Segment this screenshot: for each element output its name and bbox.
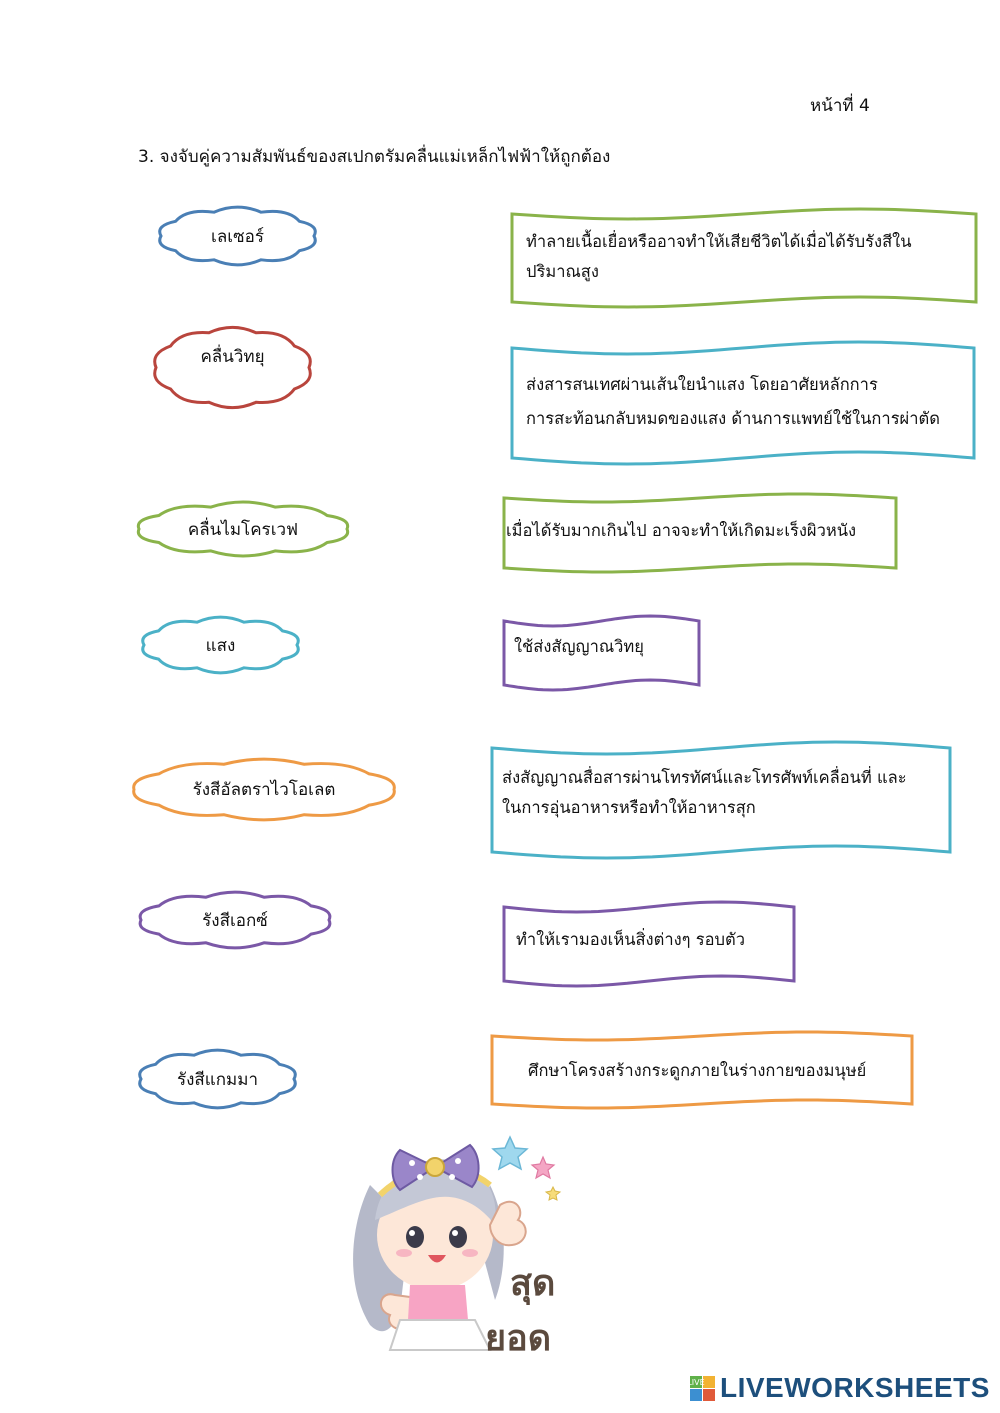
answer-box-2[interactable] bbox=[508, 338, 978, 468]
cloud-label-gamma[interactable]: รังสีแกมมา bbox=[176, 1069, 258, 1090]
cloud-label-microwave[interactable]: คลื่นไมโครเวฟ bbox=[187, 519, 299, 540]
cloud-item-xray[interactable] bbox=[135, 890, 335, 950]
cloud-item-gamma[interactable] bbox=[135, 1048, 300, 1110]
answer-box-2-line-1: ส่งสารสนเทศผ่านเส้นใยนำแสง โดยอาศัยหลักการ bbox=[526, 375, 878, 394]
answer-box-4-line-1: ใช้ส่งสัญญาณวิทยุ bbox=[514, 637, 644, 656]
answer-box-1[interactable] bbox=[508, 205, 980, 311]
cloud-label-ultraviolet[interactable]: รังสีอัลตราไวโอเลต bbox=[192, 780, 336, 800]
answer-box-5-line-2: ในการอุ่นอาหารหรือทำให้อาหารสุก bbox=[502, 798, 756, 817]
answer-box-2-line-2: การสะท้อนกลับหมดของแสง ด้านการแพทย์ใช้ในการผ่าตัด bbox=[526, 409, 940, 428]
cloud-label-laser[interactable]: เลเซอร์ bbox=[211, 226, 264, 247]
question-text: 3. จงจับคู่ความสัมพันธ์ของสเปกตรัมคลื่นแม่เหล็กไฟฟ้าให้ถูกต้อง bbox=[138, 147, 611, 167]
liveworksheets-logo-icon bbox=[687, 1376, 716, 1402]
page-number: หน้าที่ 4 bbox=[810, 96, 870, 116]
answer-box-4[interactable] bbox=[500, 612, 703, 694]
answer-box-1-line-2: ปริมาณสูง bbox=[526, 262, 599, 281]
cartoon-girl-sticker bbox=[340, 1125, 580, 1365]
answer-box-3[interactable] bbox=[500, 490, 900, 576]
sticker-text-2: ยอด bbox=[485, 1318, 552, 1359]
cloud-label-light[interactable]: แสง bbox=[205, 635, 236, 656]
answer-box-5-line-1: ส่งสัญญาณสื่อสารผ่านโทรทัศน์และโทรศัพท์เคลื่อนที่ และ bbox=[502, 768, 907, 787]
logo-letters: LIVE bbox=[687, 1378, 705, 1387]
answer-box-6[interactable] bbox=[500, 898, 798, 990]
answer-box-7[interactable] bbox=[488, 1028, 916, 1112]
answer-box-6-line-1: ทำให้เรามองเห็นสิ่งต่างๆ รอบตัว bbox=[516, 930, 745, 949]
answer-box-1-line-1: ทำลายเนื้อเยื่อหรืออาจทำให้เสียชีวิตได้เมื่อได้รับรังสีใน bbox=[526, 232, 912, 251]
answer-box-5[interactable] bbox=[488, 738, 954, 862]
cloud-item-light[interactable] bbox=[138, 615, 303, 675]
sticker-text-1: สุด bbox=[510, 1263, 556, 1304]
cloud-label-radio[interactable]: คลื่นวิทยุ bbox=[200, 347, 265, 368]
answer-box-3-line-1: เมื่อได้รับมากเกินไป อาจจะทำให้เกิดมะเร็งผิวหนัง bbox=[506, 521, 857, 540]
answer-box-7-line-1: ศึกษาโครงสร้างกระดูกภายในร่างกายของมนุษย์ bbox=[528, 1061, 867, 1080]
cloud-item-laser[interactable] bbox=[155, 205, 320, 267]
cloud-item-ultraviolet[interactable] bbox=[128, 757, 400, 822]
cloud-item-radio[interactable] bbox=[150, 325, 315, 410]
cloud-item-microwave[interactable] bbox=[133, 500, 353, 558]
cloud-label-xray[interactable]: รังสีเอกซ์ bbox=[202, 910, 268, 931]
liveworksheets-brand: LIVEWORKSHEETS bbox=[720, 1372, 990, 1403]
